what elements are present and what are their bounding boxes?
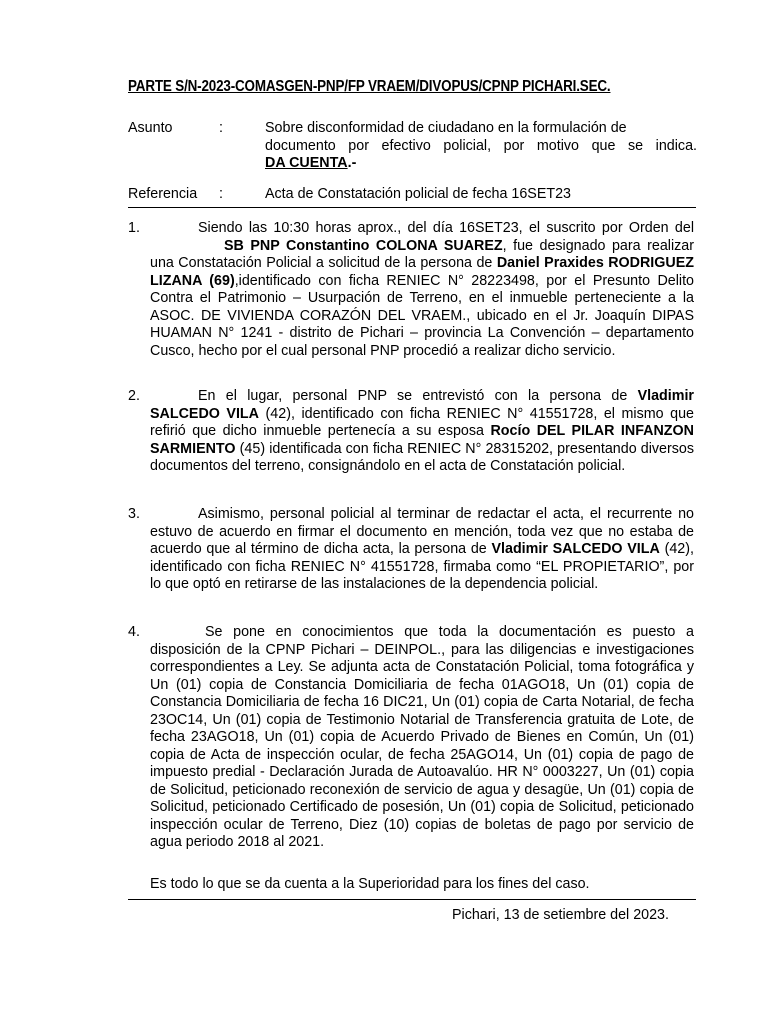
paragraph-text: Se pone en conocimientos que toda la documentación es puesto a disposición de la CPNP Pichari – DEINPOL., para las diligencias e investigaciones correspondientes a Ley. Se adjunta acta de Constatación Policial, toma fotográfica y Un (01) copia de Constancia Domiciliaria de fecha 01AGO18, Un (01) copia de Constancia Domiciliaria de fecha 16 DIC21, Un (01) copia de Carta Notarial, de fecha 23OC14, Un (01) copia de Testimonio Notarial de Transferencia gratuita de Lote, de fecha 23AGO18, Un (01) copia de Acuerdo Privado de Bienes en Común, Un (01) copia de Acta de inspección ocular, de fecha 25AGO14, Un (01) copia de pago de impuesto predial - Declaración Jurada de Autoavalúo. HR N° 0003227, Un (01) copia de Solicitud, peticionado reconexión de servicio de agua y desagüe, Un (01) copia de Solicitud, peticionado Certificado de posesión, Un (01) copia de Solicitud, peticionado inspección ocular de Terreno, Diez (10) copias de boletas de pago por servicio de agua periodo 2018 al 2021. [150,624,694,850]
complainant-name: Daniel Praxides RODRIGUEZ LIZANA (69) [150,255,694,289]
asunto-line-2: documento por efectivo policial, por motivo que se indica. [265,137,697,154]
da-cuenta: DA CUENTA [265,155,348,171]
paragraph-number: 3. [128,506,140,522]
header-divider [128,207,696,208]
asunto-label: Asunto [128,120,173,136]
referencia-label: Referencia [128,186,198,202]
da-cuenta-suffix: .- [347,155,357,171]
footer-divider [128,899,696,900]
interviewee-name: Vladimir SALCEDO VILA [150,388,694,422]
paragraph-text: Siendo las 10:30 horas aprox., del día 16SET23, el suscrito por Orden delSB PNP Constantino COLONA SUAREZ, fue designado para realizar una Constatación Policial a solicitud de la persona de Daniel Praxides RODRIGUEZ LIZANA (69),identificado con ficha RENIEC N° 28223498, por el Presunto Delito Contra el Patrimonio – Usurpación de Terreno, en el inmueble perteneciente a la ASOC. DE VIVIENDA CORAZÓN DEL VRAEM., ubicado en el Jr. Joaquín DIPAS HUAMAN N° 1241 - distrito de Pichari – provincia La Convención – departamento Cusco, hecho por el cual personal PNP procedió a realizar dicho servicio. [150,220,694,359]
asunto-line-3 [265,155,697,173]
paragraph-number: 1. [128,220,140,236]
paragraph-number: 4. [128,624,140,640]
asunto-colon: : [219,120,223,136]
paragraph-text: Asimismo, personal policial al terminar de redactar el acta, el recurrente no estuvo de acuerdo en firmar el documento en mención, toda vez que no estaba de acuerdo que al término de dicha acta, la persona de Vladimir SALCEDO VILA (42), identificado con ficha RENIEC N° 41551728, firmaba como “EL PROPIETARIO”, por lo que optó en retirarse de las instalaciones de la dependencia policial. [150,506,694,592]
paragraph-number: 2. [128,388,140,404]
spouse-name: Rocío DEL PILAR INFANZON SARMIENTO [150,423,694,457]
owner-name: Vladimir SALCEDO VILA [491,541,660,557]
asunto-text [265,120,697,173]
officer-name: SB PNP Constantino COLONA SUAREZ [224,237,503,254]
asunto-line-1: Sobre disconformidad de ciudadano en la formulación de [265,120,627,136]
paragraph-text: En el lugar, personal PNP se entrevistó con la persona de Vladimir SALCEDO VILA (42), identificado con ficha RENIEC N° 41551728, el mismo que refirió que dicho inmueble pertenecía a su esposa Rocío DEL PILAR INFANZON SARMIENTO (45) identificada con ficha RENIEC N° 28315202, presentando diversos documentos del terreno, consignándolo en el acta de Constatación policial. [150,388,694,474]
date-line: Pichari, 13 de setiembre del 2023. [452,907,669,923]
document-title: PARTE S/N-2023-COMASGEN-PNP/FP VRAEM/DIVOPUS/CPNP PICHARI.SEC. [128,78,611,95]
referencia-colon: : [219,186,223,202]
closing-statement: Es todo lo que se da cuenta a la Superioridad para los fines del caso. [150,876,590,892]
referencia-text: Acta de Constatación policial de fecha 16SET23 [265,186,571,202]
